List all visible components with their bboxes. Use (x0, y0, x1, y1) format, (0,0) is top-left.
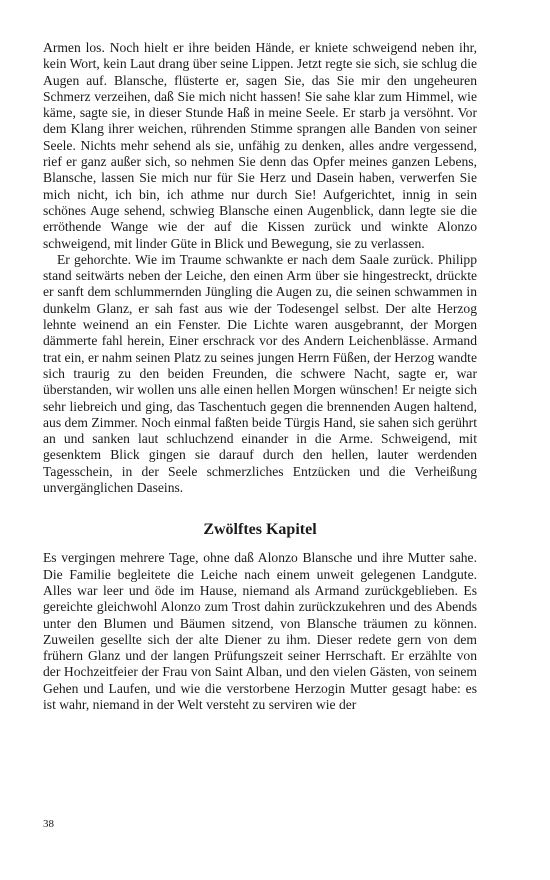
page-body (43, 40, 477, 713)
paragraph-2: Er gehorchte. Wie im Traume schwankte er nach dem Saale zurück. Philipp stand seitwärts neben der Leiche, den einen Arm über sie hingestreckt, drückte er sanft dem schlummernden Jüngling die Augen zu, die seinen schwammen in dunkelm Glanz, er sah fast aus wie der Todesengel selbst. Der alte Herzog lehnte weinend an ein Fenster. Die Lichte waren ausgebrannt, der Morgen dämmerte fahl herein, Einer erschrack vor des Andern Leichenblässe. Armand trat ein, er nahm seinen Platz zu seines jungen Herrn Füßen, der Herzog wandte sich traurig zu den beiden Freunden, die schwere Nacht, sagte er, war überstanden, wir wollen uns alle einen hellen Morgen wünschen! Er neigte sich sehr liebreich und ging, das Taschentuch gegen die brennenden Augen haltend, aus dem Zimmer. Noch einmal faßten beide Türgis Hand, sie sahen sich gerührt an und sanken laut schluchzend einander in die Arme. Schweigend, mit gesenktem Blick gingen sie darauf durch den hellen, lauter werdenden Tagesschein, in der Seele schmerzliches Entzücken und die Verheißung unvergänglichen Daseins. (43, 251, 477, 496)
chapter-title: Zwölftes Kapitel (203, 521, 317, 539)
paragraph-1: Armen los. Noch hielt er ihre beiden Hände, er kniete schweigend neben ihr, kein Wort, kein Laut drang über seine Lippen. Jetzt regte sie sich, sie schlug die Augen auf. Blansche, flüsterte er, sagen Sie, das Sie mir den ungeheuren Schmerz verzeihen, daß Sie mich nicht hassen! Sie sahe klar zum Himmel, wie käme, sagte sie, in dieser Stunde Haß in meine Seele. Er starb ja versöhnt. Vor dem Klang ihrer weichen, rührenden Stimme sprangen alle Banden von seiner Seele. Nichts mehr sehend als sie, unfähig zu denken, alles andre vergessend, rief er ganz außer sich, so nehmen Sie denn das Opfer meines ganzen Lebens, Blansche, lassen Sie mich nur für Sie Herz und Dasein haben, verwerfen Sie mich nicht, ich bin, ich athme nur durch Sie! Aufgerichtet, innig in sein schönes Auge sehend, schwieg Blansche einen Augenblick, dann legte sie die erröthende Wange wie der auf die Kissen zurück und winkte Alonzo schweigend, mit linder Güte in Blick und Bewegung, sie zu verlassen. (43, 40, 477, 251)
paragraph-3: Es vergingen mehrere Tage, ohne daß Alonzo Blansche und ihre Mutter sahe. Die Familie begleitete die Leiche nach einem unweit gelegenen Landgute. Alles war leer und öde im Hause, niemand als Armand zurückgeblieben. Es gereichte gleichwohl Alonzo zum Trost dahin zurückzukehren und des Abends unter den Blumen und Bäumen sitzend, von Blansche träumen zu können. Zuweilen gesellte sich der alte Diener zu ihm. Dieser redete gern von dem frühern Glanz und der langen Prüfungszeit seiner Herrschaft. Er erzählte von der Hochzeitfeier der Frau von Saint Alban, und den vielen Gästen, von seinem Gehen und Laufen, und wie die verstorbene Herzogin Mutter gesagt habe: es ist wahr, niemand in der Welt versteht zu serviren wie der (43, 550, 477, 712)
page-number: 38 (43, 818, 54, 830)
